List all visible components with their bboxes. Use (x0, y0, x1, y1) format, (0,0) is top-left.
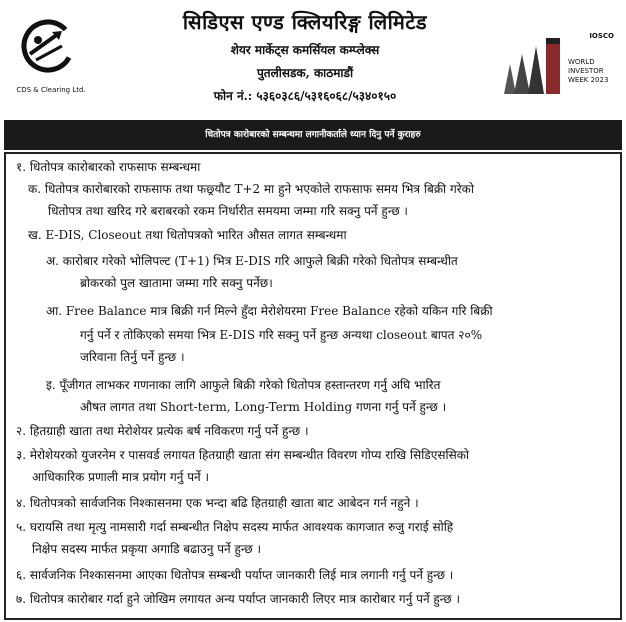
notice-line: क. धितोपत्र कारोबारको राफसाफ तथा फछ्र्यौट T+2 मा हुने भएकोले राफसाफ समय भित्र बिक्री गरेको (28, 182, 474, 196)
notice-line: इ. पूँजीगत लाभकर गणनाका लागि आफुले बिक्री गरेको धितोपत्र हस्तान्तरण गर्नु अघि भारित (46, 378, 441, 392)
notice-line: ३. मेरोशेयरको युजरनेम र पासवर्ड लगायत हितग्राही खाता संग सम्बन्धीत विवरण गोप्य राखि सिडिएससिको (16, 448, 470, 462)
notice-line: ६. सार्वजनिक निश्कासनमा आएका धितोपत्र सम्बन्धी पर्याप्त जानकारी लिई मात्र लगानी गर्नु पर्ने हुन्छ । (16, 568, 454, 582)
organization-block (120, 4, 490, 104)
notice-title-banner: धितोपत्र कारोबारको सम्बन्धमा लगानीकर्ताले ध्यान दिनु पर्ने कुराहरु (4, 120, 622, 150)
notice-line: ४. धितोपत्रको सार्वजनिक निश्कासनमा एक भन्दा बढि हितग्राही खाता बाट आबेदन गर्न नहुने । (16, 496, 419, 510)
world-investor-week-logo (500, 30, 620, 100)
notice-header (0, 0, 626, 118)
notice-line: आधिकारिक प्रणाली मात्र प्रयोग गर्नु पर्ने । (32, 470, 210, 484)
cds-logo (16, 14, 80, 78)
phone-line: फोन नं.: ५३६०३८६/५३१६०६८/५३४०१५० (213, 89, 397, 103)
notice-line: ७. धितोपत्र कारोबार गर्दा हुने जोखिम लगायत अन्य पर्याप्त जानकारी लिएर मात्र कारोबार गर्नु पर्ने हुन्छ । (16, 592, 461, 606)
organization-name: सिडिएस एण्ड क्लियरिङ्ग लिमिटेड (182, 10, 428, 34)
notice-body (4, 152, 622, 620)
notice-line: औषत लागत तथा Short-term, Long-Term Holding गणना गर्नु पर्ने हुन्छ । (80, 400, 447, 414)
notice-line: ५. घरायसि तथा मृत्यु नामसारी गर्दा सम्बन्धीत निक्षेप सदस्य मार्फत आवश्यक कागजात रुजु गराई सोहि (16, 520, 454, 534)
address-line-1: शेयर मार्केट्स कमर्सियल कम्प्लेक्स (230, 43, 380, 57)
notice-line: निक्षेप सदस्य मार्फत प्रकृया अगाडि बढाउनु पर्ने हुन्छ । (32, 542, 262, 556)
notice-line: ख. E-DIS, Closeout तथा धितोपत्रको भारित औसत लागत सम्बन्धमा (28, 228, 347, 242)
notice-line: १. धितोपत्र कारोबारको राफसाफ सम्बन्धमा (16, 160, 201, 174)
notice-line: जरिवाना तिर्नु पर्ने हुन्छ । (80, 350, 185, 364)
notice-line: गर्नु पर्ने र तोकिएको समया भित्र E-DIS गरि सक्नु पर्ने हुन्छ अन्यथा closeout बापत २०% (80, 328, 483, 342)
notice-line: २. हितग्राही खाता तथा मेरोशेयर प्रत्येक बर्ष नविकरण गर्नु पर्ने हुन्छ । (16, 424, 309, 438)
event-name: WORLD INVESTOR WEEK 2023 (568, 58, 609, 84)
notice-line: अ. कारोबार गरेको भोलिपल्ट (T+1) भित्र E-DIS गरि आफुले बिक्री गरेको धितोपत्र सम्बन्धीत (46, 254, 458, 268)
iosco-brand: IOSCO (589, 32, 614, 40)
logo-caption: CDS & Clearing Ltd. (16, 86, 86, 94)
address-line-2: पुतलीसडक, काठमाडौं (256, 66, 354, 80)
notice-line: आ. Free Balance मात्र बिक्री गर्न मिल्ने हुँदा मेरोशेयरमा Free Balance रहेको यकिन गरि बिक्री (46, 304, 493, 318)
notice-line: धितोपत्र तथा खरिद गरे बराबरको रकम निर्धारीत समयमा जम्मा गरि सक्नु पर्ने हुन्छ । (48, 204, 408, 218)
notice-line: ब्रोकरको पुल खातामा जम्मा गरि सक्नु पर्नेछ। (80, 276, 273, 290)
